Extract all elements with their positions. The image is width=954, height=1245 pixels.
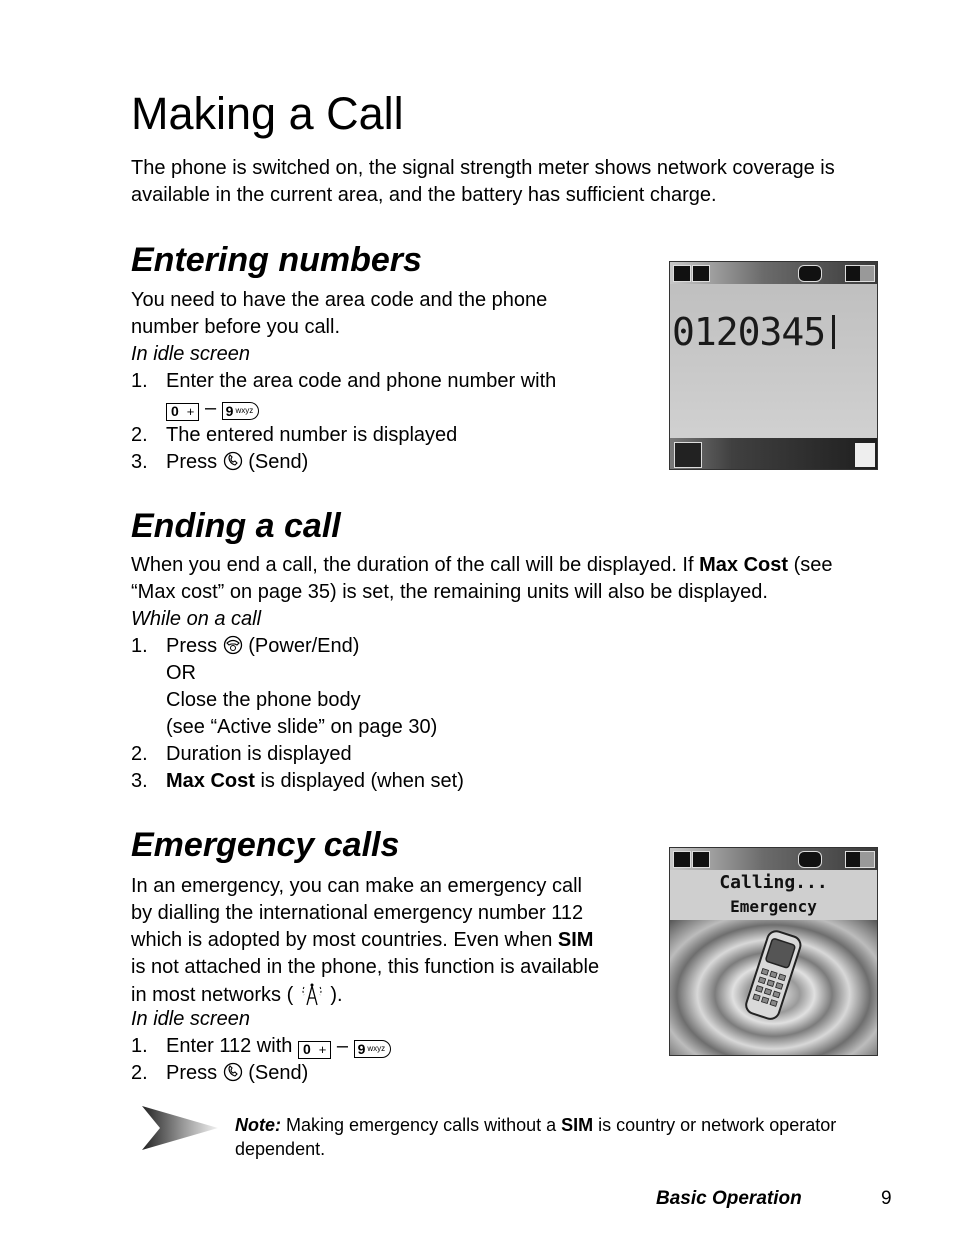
note-text-line-1: Note: Making emergency calls without a SIM is country or network operator (235, 1115, 837, 1135)
antenna-icon (299, 981, 325, 1007)
step-number: 3. (131, 770, 148, 792)
ending-close: Close the phone body (166, 689, 361, 711)
page-number: 9 (881, 1188, 892, 1209)
note-text-line-2: dependent. (235, 1139, 326, 1159)
phonebook-softkey-icon (674, 442, 702, 468)
signal-icon (845, 265, 875, 282)
entering-step-2: The entered number is displayed (166, 424, 458, 446)
ending-see: (see “Active slide” on page 30) (166, 716, 438, 738)
intro-line-1: The phone is switched on, the signal strength meter shows network coverage is (131, 157, 835, 179)
dash: – (204, 397, 217, 419)
step-number: 2. (131, 1062, 148, 1084)
cursor (832, 315, 835, 349)
emergency-line-2: by dialling the international emergency number 112 (131, 902, 584, 924)
ending-step-2: Duration is displayed (166, 743, 352, 765)
intro-line-2: available in the current area, and the battery has sufficient charge. (131, 184, 717, 206)
ending-context: While on a call (131, 608, 262, 630)
key-nine-icon: 9 $^{wxyz}$ (222, 402, 260, 420)
ending-heading: Ending a call (131, 507, 341, 545)
emergency-context: In idle screen (131, 1008, 250, 1030)
page-title: Making a Call (131, 88, 404, 139)
ending-step-1: Press (Power/End) (166, 635, 360, 657)
entering-line-2: number before you call. (131, 316, 341, 338)
entering-step-1: Enter the area code and phone number with (166, 370, 557, 392)
emergency-label: Emergency (730, 897, 817, 916)
entering-line-1: You need to have the area code and the phone (131, 289, 548, 311)
emergency-line-4: is not attached in the phone, this function is available (131, 956, 600, 978)
phone-screen-emergency (669, 847, 878, 1056)
ringtone-icon (798, 265, 822, 282)
message-icon (673, 265, 691, 282)
emergency-line-5: in most networks ( ). (131, 981, 343, 1009)
step-number: 2. (131, 743, 148, 765)
ending-line-1: When you end a call, the duration of the call will be displayed. If Max Cost (see (131, 554, 833, 576)
emergency-step-1: Enter 112 with 0 + – 9 $^{wxyz}$ (166, 1033, 391, 1060)
step-number: 2. (131, 424, 148, 446)
send-key-icon (223, 451, 243, 471)
entering-context: In idle screen (131, 343, 250, 365)
ending-line-2: “Max cost” on page 35) is set, the remaining units will also be displayed. (131, 581, 768, 603)
handset-icon (742, 928, 804, 1024)
emergency-line-3: which is adopted by most countries. Even when SIM (131, 929, 594, 951)
call-status-icon (692, 851, 710, 868)
step-number: 3. (131, 451, 148, 473)
ending-step-3: Max Cost is displayed (when set) (166, 770, 464, 792)
message-icon (673, 851, 691, 868)
key-zero-icon: 0 + (166, 403, 199, 421)
dialed-number: 0120345 (672, 310, 826, 354)
clear-softkey-icon (854, 442, 876, 468)
note-arrow-icon (140, 1104, 220, 1152)
emergency-heading: Emergency calls (131, 826, 400, 864)
power-end-key-icon (223, 635, 243, 655)
key-range (166, 395, 259, 422)
footer-section: Basic Operation (656, 1188, 802, 1209)
ending-or: OR (166, 662, 196, 684)
step-number: 1. (131, 635, 148, 657)
phone-screen-number (669, 261, 878, 470)
step-number: 1. (131, 1035, 148, 1057)
signal-icon (845, 851, 875, 868)
step-number: 1. (131, 370, 148, 392)
emergency-step-2: Press (Send) (166, 1062, 309, 1084)
send-key-icon (223, 1062, 243, 1082)
entering-step-3: Press (Send) (166, 451, 309, 473)
entering-heading: Entering numbers (131, 241, 422, 279)
key-nine-icon: 9 $^{wxyz}$ (354, 1040, 392, 1058)
ringtone-icon (798, 851, 822, 868)
calling-label: Calling... (719, 872, 828, 893)
emergency-line-1: In an emergency, you can make an emergency call (131, 875, 582, 897)
call-status-icon (692, 265, 710, 282)
key-zero-icon: 0 + (298, 1041, 331, 1059)
